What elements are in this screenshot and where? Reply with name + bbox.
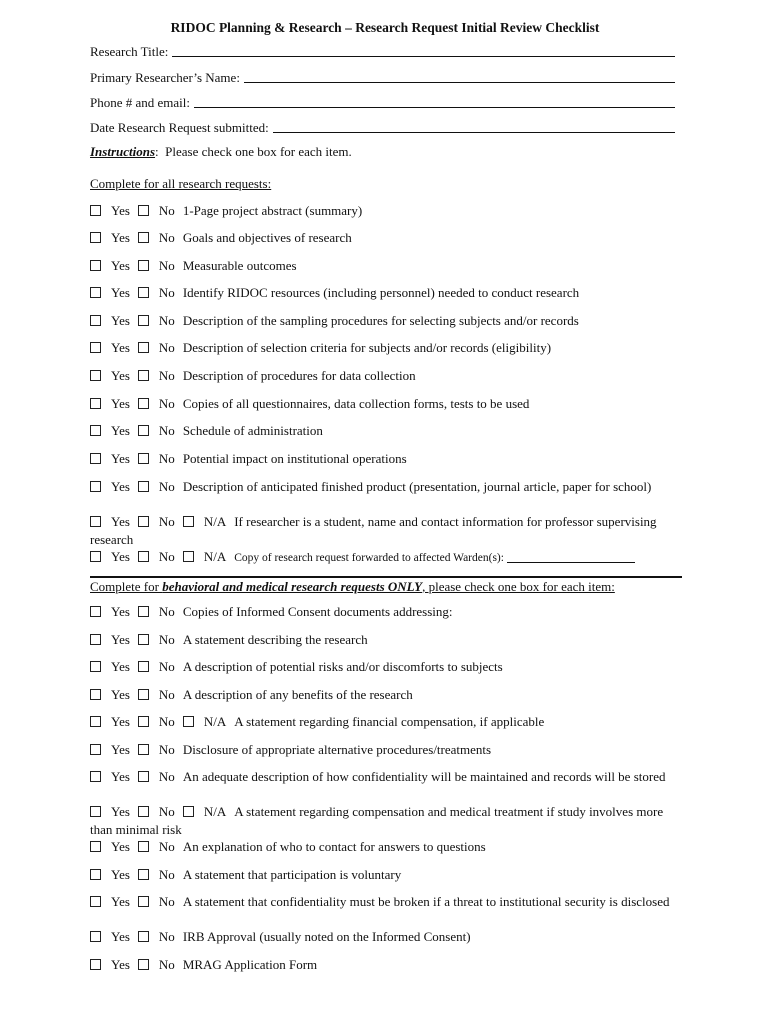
no-checkbox[interactable]	[138, 689, 149, 700]
no-label: No	[158, 687, 175, 702]
checklist-item	[90, 367, 680, 385]
no-label: No	[158, 867, 175, 882]
yes-label: Yes	[111, 514, 130, 529]
checklist-item	[90, 478, 680, 496]
checklist-item	[90, 257, 680, 275]
no-checkbox[interactable]	[138, 481, 149, 492]
item-text: A statement that confidentiality must be broken if a threat to institutional security is disclosed	[182, 894, 670, 909]
page-title: RIDOC Planning & Research – Research Request Initial Review Checklist	[170, 20, 600, 35]
section-behavioral-medical-heading	[90, 579, 615, 595]
yes-checkbox[interactable]	[90, 959, 101, 970]
item-text: Identify RIDOC resources (including personnel) needed to conduct research	[182, 285, 580, 300]
no-label: No	[158, 313, 175, 328]
no-checkbox[interactable]	[138, 716, 149, 727]
checklist-item	[90, 202, 680, 220]
yes-checkbox[interactable]	[90, 342, 101, 353]
yes-label: Yes	[111, 687, 130, 702]
yes-checkbox[interactable]	[90, 896, 101, 907]
item-text: A description of potential risks and/or discomforts to subjects	[182, 659, 503, 674]
yes-label: Yes	[111, 929, 130, 944]
na-label: N/A	[203, 514, 227, 529]
na-label: N/A	[203, 549, 227, 564]
heading-pre: Complete for	[90, 579, 163, 594]
item-text: An adequate description of how confidentiality will be maintained and records will be stored	[182, 769, 666, 784]
checklist-item	[90, 686, 680, 704]
instructions-heading: Instructions	[90, 144, 156, 159]
no-checkbox[interactable]	[138, 516, 149, 527]
checklist-item	[90, 284, 680, 302]
yes-checkbox[interactable]	[90, 481, 101, 492]
no-checkbox[interactable]	[138, 661, 149, 672]
yes-checkbox[interactable]	[90, 425, 101, 436]
no-label: No	[158, 769, 175, 784]
yes-label: Yes	[111, 203, 130, 218]
yes-label: Yes	[111, 285, 130, 300]
yes-label: Yes	[111, 894, 130, 909]
checklist-item	[90, 603, 680, 621]
yes-label: Yes	[111, 839, 130, 854]
no-checkbox[interactable]	[138, 342, 149, 353]
no-checkbox[interactable]	[138, 869, 149, 880]
no-checkbox[interactable]	[138, 806, 149, 817]
item-text: Description of the sampling procedures for selecting subjects and/or records	[182, 313, 579, 328]
yes-label: Yes	[111, 549, 130, 564]
yes-label: Yes	[111, 769, 130, 784]
yes-label: Yes	[111, 313, 130, 328]
yes-checkbox[interactable]	[90, 806, 101, 817]
yes-label: Yes	[111, 396, 130, 411]
na-checkbox[interactable]	[183, 806, 194, 817]
no-checkbox[interactable]	[138, 896, 149, 907]
instructions	[90, 144, 352, 160]
yes-label: Yes	[111, 368, 130, 383]
item-text: A statement describing the research	[182, 632, 368, 647]
heading-emphasis: behavioral and medical research requests ONLY	[162, 579, 423, 594]
yes-checkbox[interactable]	[90, 606, 101, 617]
no-label: No	[158, 230, 175, 245]
yes-label: Yes	[111, 604, 130, 619]
yes-checkbox[interactable]	[90, 716, 101, 727]
yes-checkbox[interactable]	[90, 453, 101, 464]
researcher-name-field	[90, 68, 675, 86]
section-divider	[90, 576, 682, 578]
no-checkbox[interactable]	[138, 260, 149, 271]
no-label: No	[158, 368, 175, 383]
yes-label: Yes	[111, 632, 130, 647]
na-checkbox[interactable]	[183, 516, 194, 527]
no-checkbox[interactable]	[138, 744, 149, 755]
yes-checkbox[interactable]	[90, 551, 101, 562]
yes-label: Yes	[111, 742, 130, 757]
no-checkbox[interactable]	[138, 425, 149, 436]
heading-post: , please check one box for each item:	[422, 579, 615, 594]
checklist-item	[90, 866, 680, 884]
date-submitted-field	[90, 118, 675, 136]
yes-label: Yes	[111, 340, 130, 355]
yes-checkbox[interactable]	[90, 232, 101, 243]
checklist-item	[90, 513, 680, 548]
no-label: No	[158, 285, 175, 300]
yes-checkbox[interactable]	[90, 315, 101, 326]
no-label: No	[158, 839, 175, 854]
yes-checkbox[interactable]	[90, 689, 101, 700]
yes-label: Yes	[111, 957, 130, 972]
yes-checkbox[interactable]	[90, 398, 101, 409]
yes-label: Yes	[111, 258, 130, 273]
yes-label: Yes	[111, 659, 130, 674]
na-checkbox[interactable]	[183, 551, 194, 562]
yes-label: Yes	[111, 479, 130, 494]
item-text: Description of anticipated finished product (presentation, journal article, paper for school)	[182, 479, 652, 494]
item-text: Schedule of administration	[182, 423, 323, 438]
no-label: No	[158, 894, 175, 909]
item-text: Copies of all questionnaires, data collection forms, tests to be used	[182, 396, 530, 411]
phone-email-input-line[interactable]	[194, 106, 675, 108]
date-submitted-input-line[interactable]	[273, 131, 675, 133]
na-label: N/A	[203, 714, 227, 729]
no-label: No	[158, 957, 175, 972]
yes-checkbox[interactable]	[90, 205, 101, 216]
checklist-item	[90, 713, 680, 731]
no-checkbox[interactable]	[138, 606, 149, 617]
yes-checkbox[interactable]	[90, 931, 101, 942]
no-label: No	[158, 804, 175, 819]
no-label: No	[158, 451, 175, 466]
no-checkbox[interactable]	[138, 232, 149, 243]
section-all-requests-heading: Complete for all research requests:	[90, 176, 272, 191]
research-title-field	[90, 42, 675, 60]
item-text: An explanation of who to contact for answers to questions	[182, 839, 486, 854]
yes-checkbox[interactable]	[90, 634, 101, 645]
field-label: Research Title:	[90, 44, 169, 59]
item-text: MRAG Application Form	[182, 957, 318, 972]
yes-label: Yes	[111, 804, 130, 819]
checklist-item	[90, 928, 680, 946]
no-checkbox[interactable]	[138, 931, 149, 942]
yes-label: Yes	[111, 423, 130, 438]
no-label: No	[158, 659, 175, 674]
yes-label: Yes	[111, 451, 130, 466]
checklist-item	[90, 838, 680, 856]
yes-checkbox[interactable]	[90, 869, 101, 880]
item-text: Potential impact on institutional operations	[182, 451, 407, 466]
checklist-item	[90, 658, 680, 676]
field-label: Phone # and email:	[90, 95, 191, 110]
no-checkbox[interactable]	[138, 287, 149, 298]
no-label: No	[158, 340, 175, 355]
no-label: No	[158, 258, 175, 273]
yes-checkbox[interactable]	[90, 370, 101, 381]
yes-checkbox[interactable]	[90, 744, 101, 755]
no-checkbox[interactable]	[138, 205, 149, 216]
no-label: No	[158, 479, 175, 494]
item-text: If researcher is a student, name and contact information for professor supervising research	[90, 514, 657, 547]
item-text: Description of selection criteria for subjects and/or records (eligibility)	[182, 340, 552, 355]
yes-label: Yes	[111, 230, 130, 245]
checklist-item	[90, 339, 680, 357]
checklist-item	[90, 229, 680, 247]
no-checkbox[interactable]	[138, 398, 149, 409]
instructions-colon: :	[155, 144, 159, 159]
no-checkbox[interactable]	[138, 453, 149, 464]
item-text: A statement regarding compensation and medical treatment if study involves more than minimal risk	[90, 804, 664, 837]
item-text: Goals and objectives of research	[182, 230, 352, 245]
warden-input-line[interactable]	[507, 552, 635, 563]
checklist-item	[90, 741, 680, 759]
no-checkbox[interactable]	[138, 841, 149, 852]
field-label: Date Research Request submitted:	[90, 120, 269, 135]
no-label: No	[158, 929, 175, 944]
no-checkbox[interactable]	[138, 634, 149, 645]
no-label: No	[158, 742, 175, 757]
checklist-item	[90, 768, 680, 786]
yes-checkbox[interactable]	[90, 287, 101, 298]
no-label: No	[158, 632, 175, 647]
no-checkbox[interactable]	[138, 315, 149, 326]
checklist-item	[90, 312, 680, 330]
no-label: No	[158, 549, 175, 564]
no-checkbox[interactable]	[138, 551, 149, 562]
checklist-item	[90, 548, 680, 568]
yes-checkbox[interactable]	[90, 771, 101, 782]
research-title-input-line[interactable]	[172, 55, 675, 57]
yes-checkbox[interactable]	[90, 661, 101, 672]
yes-checkbox[interactable]	[90, 516, 101, 527]
checklist-item	[90, 631, 680, 649]
item-text: Copy of research request forwarded to affected Warden(s):	[234, 552, 504, 564]
no-label: No	[158, 604, 175, 619]
item-text: Measurable outcomes	[182, 258, 297, 273]
no-checkbox[interactable]	[138, 959, 149, 970]
no-checkbox[interactable]	[138, 370, 149, 381]
checklist-item	[90, 395, 680, 413]
checklist-item	[90, 450, 680, 468]
no-label: No	[158, 514, 175, 529]
yes-label: Yes	[111, 867, 130, 882]
checklist-item	[90, 803, 680, 838]
no-checkbox[interactable]	[138, 771, 149, 782]
item-text: IRB Approval (usually noted on the Informed Consent)	[182, 929, 471, 944]
instructions-text: Please check one box for each item.	[158, 144, 352, 159]
checklist-item	[90, 893, 680, 911]
item-text: 1-Page project abstract (summary)	[182, 203, 363, 218]
checklist-item	[90, 422, 680, 440]
item-text: A statement that participation is voluntary	[182, 867, 402, 882]
yes-checkbox[interactable]	[90, 260, 101, 271]
no-label: No	[158, 714, 175, 729]
checklist-item	[90, 956, 680, 974]
item-text: Copies of Informed Consent documents addressing:	[182, 604, 453, 619]
no-label: No	[158, 396, 175, 411]
yes-checkbox[interactable]	[90, 841, 101, 852]
item-text: A statement regarding financial compensation, if applicable	[234, 714, 545, 729]
phone-email-field	[90, 93, 675, 111]
na-checkbox[interactable]	[183, 716, 194, 727]
item-text: Description of procedures for data collection	[182, 368, 416, 383]
item-text: Disclosure of appropriate alternative procedures/treatments	[182, 742, 492, 757]
yes-label: Yes	[111, 714, 130, 729]
item-text: A description of any benefits of the research	[182, 687, 413, 702]
na-label: N/A	[203, 804, 227, 819]
field-label: Primary Researcher’s Name:	[90, 70, 240, 85]
researcher-name-input-line[interactable]	[244, 81, 675, 83]
no-label: No	[158, 423, 175, 438]
no-label: No	[158, 203, 175, 218]
